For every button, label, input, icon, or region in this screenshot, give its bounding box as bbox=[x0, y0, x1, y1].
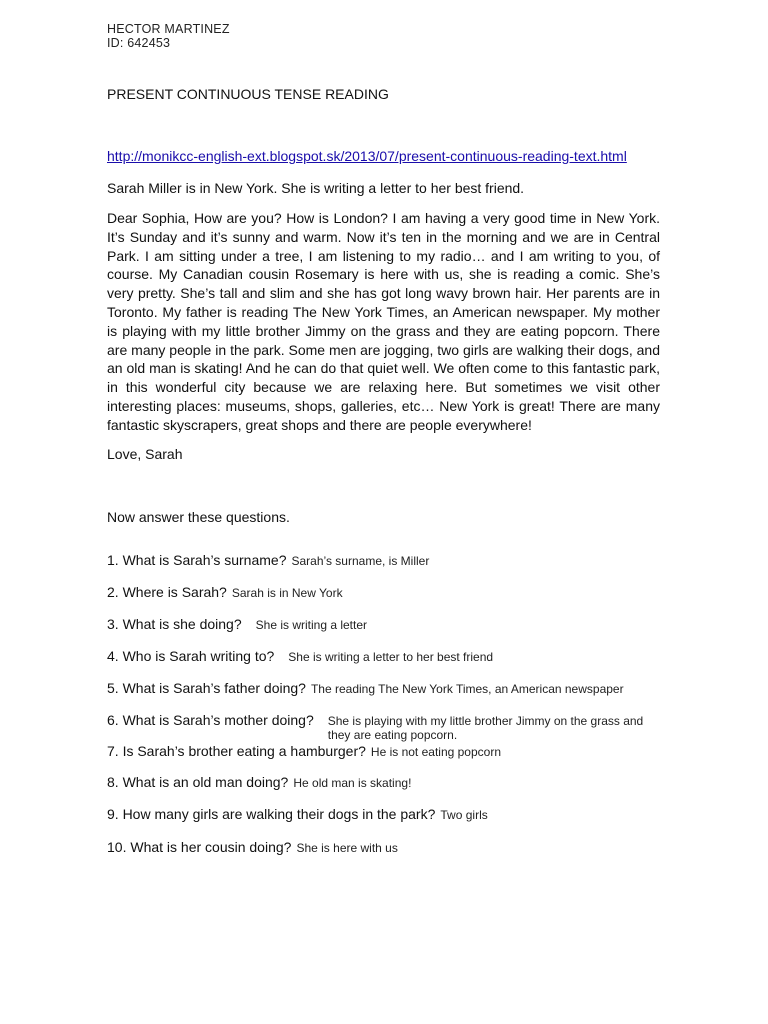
student-id: ID: 642453 bbox=[107, 36, 171, 50]
question-text: 4. Who is Sarah writing to? bbox=[107, 648, 275, 664]
question-item bbox=[107, 552, 668, 568]
answer-text: She is writing a letter to her best friend bbox=[288, 650, 494, 664]
question-item bbox=[107, 806, 668, 822]
question-item bbox=[107, 839, 668, 855]
answer-text: Two girls bbox=[440, 808, 488, 822]
answer-text: The reading The New York Times, an American newspaper bbox=[310, 682, 624, 696]
question-text: 6. What is Sarah’s mother doing? bbox=[107, 712, 314, 728]
answer-text: She is here with us bbox=[296, 841, 398, 855]
question-item bbox=[107, 648, 668, 664]
answer-text: He old man is skating! bbox=[293, 776, 412, 790]
question-item bbox=[107, 712, 668, 742]
question-text: 8. What is an old man doing? bbox=[107, 774, 289, 790]
source-link[interactable]: http://monikcc-english-ext.blogspot.sk/2013/07/present-continuous-reading-text.html bbox=[107, 148, 627, 164]
question-item bbox=[107, 584, 668, 600]
question-text: 9. How many girls are walking their dogs in the park? bbox=[107, 806, 436, 822]
question-text: 7. Is Sarah’s brother eating a hamburger? bbox=[107, 743, 366, 759]
question-text: 5. What is Sarah’s father doing? bbox=[107, 680, 306, 696]
letter-signoff: Love, Sarah bbox=[107, 445, 183, 462]
questions-heading: Now answer these questions. bbox=[107, 508, 290, 525]
answer-text: Sarah is in New York bbox=[231, 586, 343, 600]
answer-text: She is playing with my little brother Jimmy on the grass and they are eating popcorn. bbox=[327, 714, 644, 742]
question-text: 2. Where is Sarah? bbox=[107, 584, 227, 600]
answer-text: Sarah’s surname, is Miller bbox=[291, 554, 430, 568]
answer-text: She is writing a letter bbox=[255, 618, 368, 632]
letter-body: Dear Sophia, How are you? How is London? I am having a very good time in New York. It’s Sunday and it’s sunny and warm. Now it’s ten in the morning and we are in Central Park. I am sitting under a tree, I am listening to my radio… and I am writing to you, of course. My Canadian cousin Rosemary is here with us, she is reading a comic. She’s very pretty. She’s tall and slim and she has got long wavy brown hair. Her parents are in Toronto. My father is reading The New York Times, an American newspaper. My mother is playing with my little brother Jimmy on the grass and they are eating popcorn. There are many people in the park. Some men are jogging, two girls are walking their dogs, and an old man is skating! And he can do that quiet well. We often come to this fantastic park, in this wonderful city because we are relaxing here. But sometimes we visit other interesting places: museums, shops, galleries, etc… New York is great! There are many fantastic skyscrapers, great shops and there are people everywhere! bbox=[107, 210, 660, 433]
question-text: 1. What is Sarah’s surname? bbox=[107, 552, 287, 568]
question-text: 10. What is her cousin doing? bbox=[107, 839, 292, 855]
question-text: 3. What is she doing? bbox=[107, 616, 242, 632]
question-item bbox=[107, 616, 668, 632]
question-item bbox=[107, 743, 668, 759]
question-item bbox=[107, 774, 668, 790]
answer-text: He is not eating popcorn bbox=[370, 745, 501, 759]
student-name: HECTOR MARTINEZ bbox=[107, 22, 230, 36]
question-item bbox=[107, 680, 668, 696]
intro-sentence: Sarah Miller is in New York. She is writing a letter to her best friend. bbox=[107, 180, 525, 196]
page-title: PRESENT CONTINUOUS TENSE READING bbox=[107, 86, 389, 102]
